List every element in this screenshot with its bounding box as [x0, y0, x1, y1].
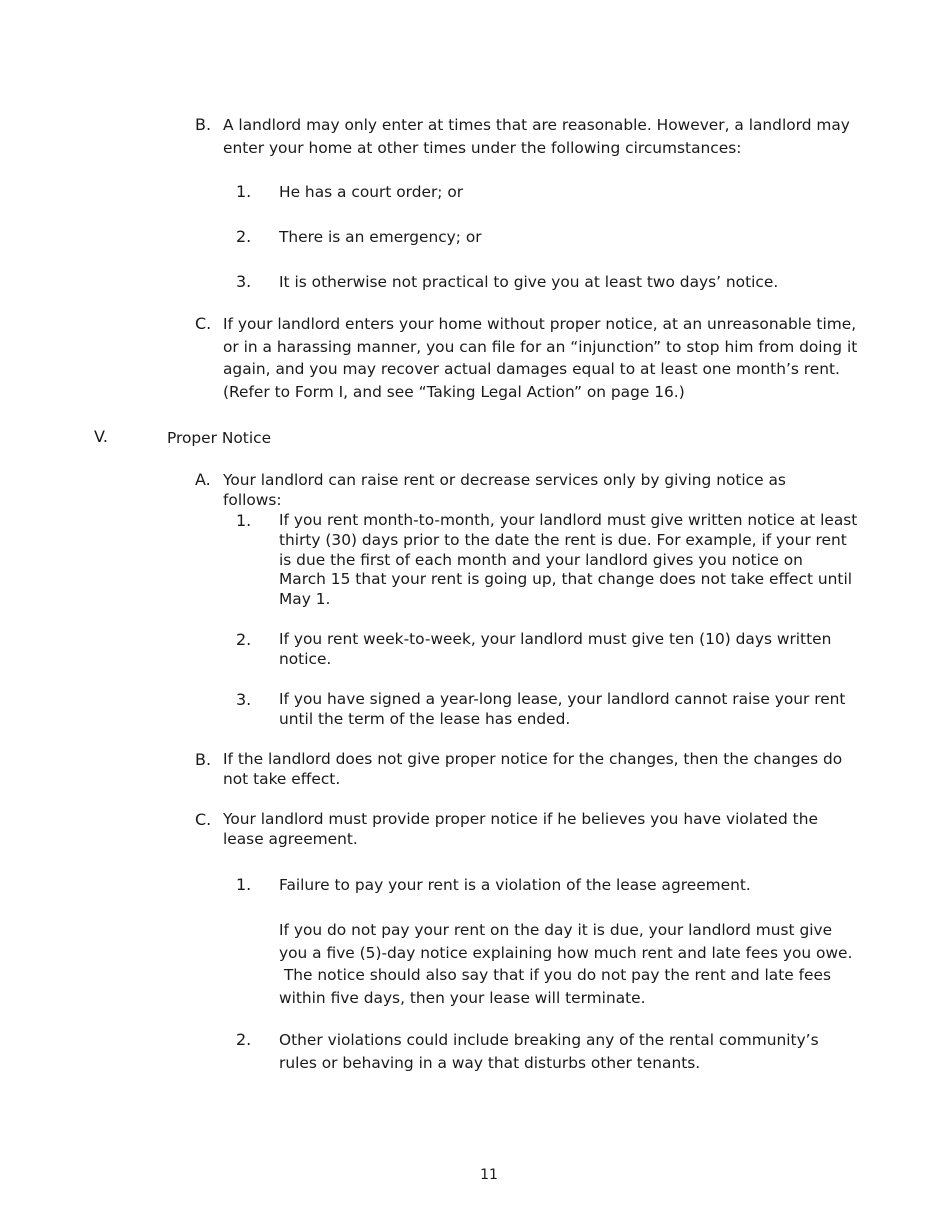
- text-line: If you do not pay your rent on the day it is due, your landlord must give: [279, 921, 833, 939]
- text-line: lease agreement.: [223, 829, 358, 848]
- text-line: (Refer to Form I, and see “Taking Legal Action” on page 16.): [223, 383, 685, 402]
- sub-item-marker-3: 3.: [236, 272, 252, 291]
- text-line: A landlord may only enter at times that are reasonable. However, a landlord may: [223, 116, 850, 134]
- sub-item-year-long-lease: [279, 690, 845, 730]
- sub-item-marker-3: 3.: [236, 690, 252, 709]
- text-line: If you have signed a year-long lease, your landlord cannot raise your rent: [279, 690, 846, 708]
- section-title-proper-notice: Proper Notice: [167, 429, 272, 447]
- text-line: follows:: [223, 490, 282, 509]
- sub-item-failure-to-pay: Failure to pay your rent is a violation of the lease agreement.: [279, 876, 751, 894]
- text-line: notice.: [279, 649, 332, 668]
- text-line: Your landlord can raise rent or decrease services only by giving notice as: [223, 471, 786, 489]
- paragraph-b-entry-times: [223, 114, 850, 159]
- sub-item-marker-1: 1.: [236, 511, 252, 530]
- text-line: within five days, then your lease will terminate.: [279, 989, 646, 1008]
- item-marker-b: B.: [195, 750, 212, 769]
- text-line: Other violations could include breaking any of the rental community’s: [279, 1031, 819, 1049]
- sub-item-marker-1: 1.: [236, 182, 252, 201]
- text-line: May 1.: [279, 590, 331, 609]
- sub-item-week-to-week: [279, 630, 831, 670]
- item-marker-c: C.: [195, 810, 212, 829]
- sub-item-month-to-month: [279, 511, 857, 610]
- sub-item-not-practical: It is otherwise not practical to give you at least two days’ notice.: [279, 273, 779, 291]
- text-line: Your landlord must provide proper notice if he believes you have violated the: [223, 810, 818, 828]
- page-number: 11: [480, 1167, 498, 1183]
- text-line: thirty (30) days prior to the date the rent is due. For example, if your rent: [279, 530, 847, 549]
- text-line: enter your home at other times under the following circumstances:: [223, 138, 742, 157]
- item-marker-c: C.: [195, 314, 212, 333]
- section-marker-v: V.: [94, 427, 108, 446]
- text-line: If the landlord does not give proper notice for the changes, then the changes do: [223, 750, 843, 768]
- paragraph-a-raise-rent: [223, 471, 786, 511]
- sub-item-marker-2: 2.: [236, 227, 252, 246]
- sub-item-court-order: He has a court order; or: [279, 183, 464, 201]
- item-marker-b: B.: [195, 115, 212, 134]
- text-line: is due the first of each month and your landlord gives you notice on: [279, 550, 803, 569]
- text-line: March 15 that your rent is going up, that change does not take effect until: [279, 570, 852, 589]
- item-marker-a: A.: [195, 470, 211, 489]
- text-line: you a five (5)-day notice explaining how much rent and late fees you owe.: [279, 943, 853, 962]
- text-line: The notice should also say that if you do not pay the rent and late fees: [279, 966, 831, 985]
- paragraph-c-lease-violation: [223, 810, 818, 850]
- text-line: If you rent week-to-week, your landlord must give ten (10) days written: [279, 630, 832, 648]
- text-line: If your landlord enters your home without proper notice, at an unreasonable time,: [223, 315, 857, 333]
- sub-item-five-day-notice: [279, 919, 852, 1010]
- text-line: not take effect.: [223, 769, 341, 788]
- sub-item-marker-1: 1.: [236, 875, 252, 894]
- text-line: or in a harassing manner, you can file for an “injunction” to stop him from doing it: [223, 337, 858, 356]
- sub-item-emergency: There is an emergency; or: [279, 228, 482, 246]
- sub-item-marker-2: 2.: [236, 630, 252, 649]
- text-line: rules or behaving in a way that disturbs other tenants.: [279, 1053, 701, 1072]
- text-line: again, and you may recover actual damages equal to at least one month’s rent.: [223, 360, 840, 379]
- paragraph-c-improper-entry: [223, 313, 857, 404]
- paragraph-b-no-proper-notice: [223, 750, 842, 790]
- text-line: If you rent month-to-month, your landlord must give written notice at least: [279, 511, 858, 529]
- sub-item-other-violations: [279, 1029, 819, 1074]
- text-line: until the term of the lease has ended.: [279, 709, 571, 728]
- sub-item-marker-2: 2.: [236, 1030, 252, 1049]
